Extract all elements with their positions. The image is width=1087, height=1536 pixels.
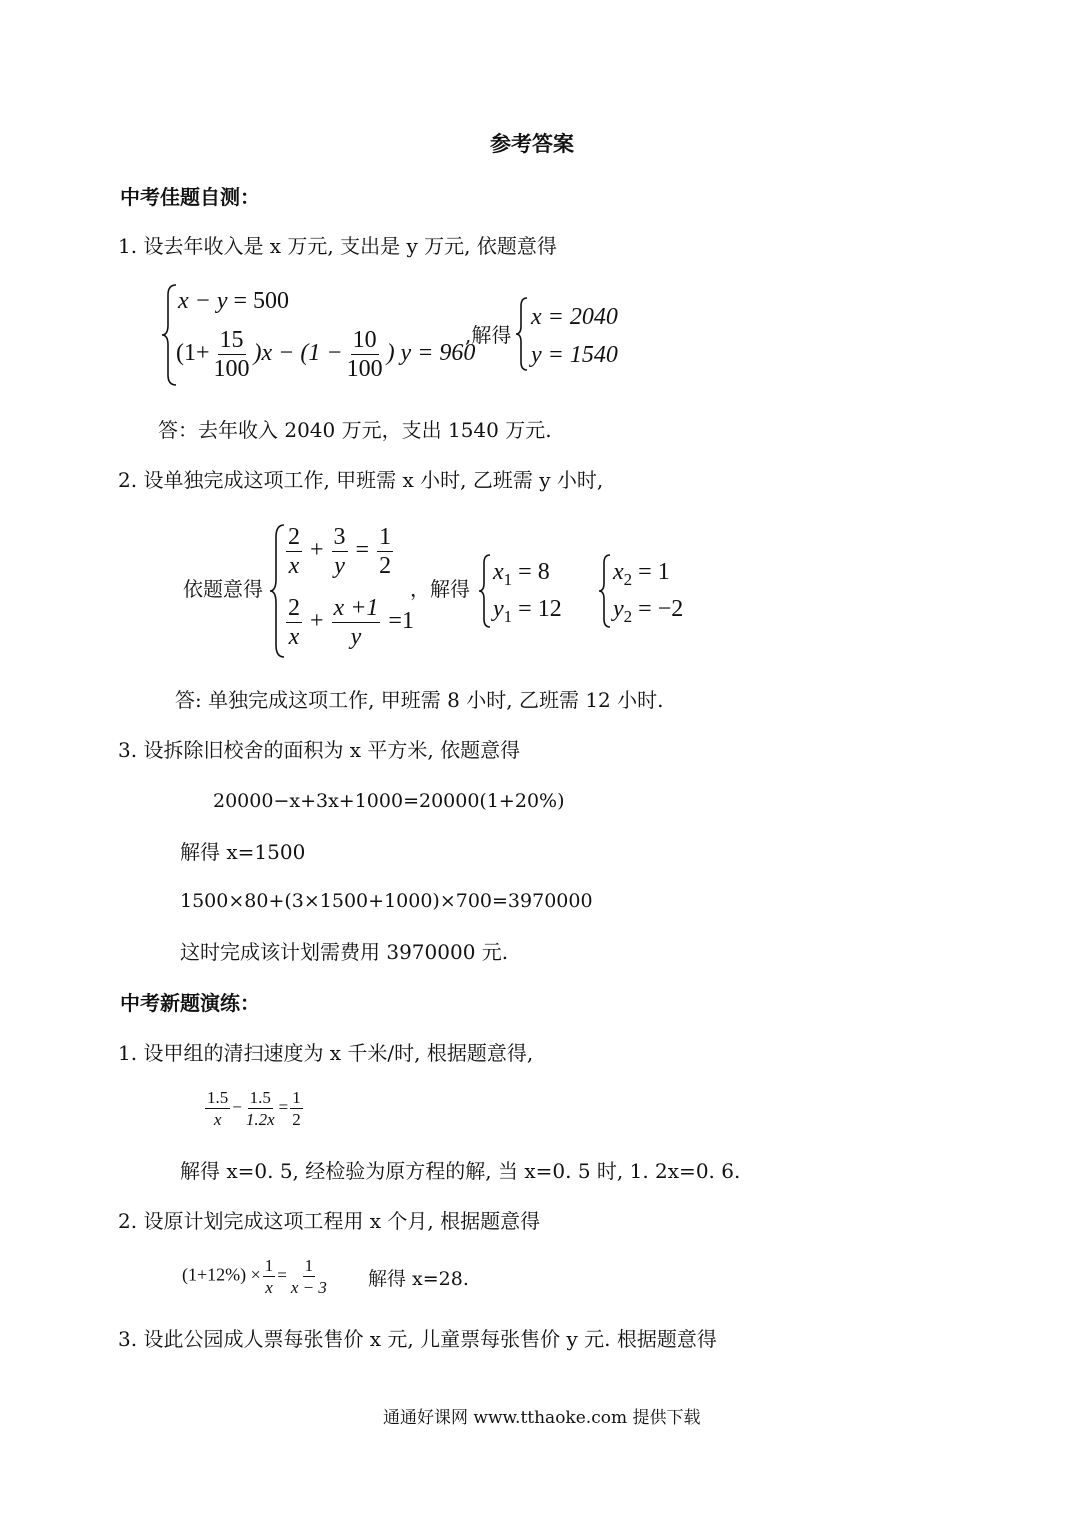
minus: − bbox=[232, 1097, 242, 1117]
q1-eq1-lhs: x − y bbox=[178, 288, 228, 314]
equals: =1 bbox=[388, 608, 414, 635]
q2-sol-y1 bbox=[493, 597, 562, 625]
section-heading-self-test: 中考佳题自测： bbox=[120, 185, 260, 209]
q1-eq1 bbox=[178, 289, 289, 313]
q1-solve-label: ,解得 bbox=[465, 323, 512, 347]
s2-q2-equation bbox=[182, 1257, 331, 1296]
q3-solve: 解得 x=1500 bbox=[180, 840, 306, 864]
frac-num: 15 bbox=[219, 327, 244, 353]
var-x: x bbox=[493, 559, 504, 585]
q3-calc: 1500×80+(3×1500+1000)×700=3970000 bbox=[180, 890, 593, 912]
s2-q2-solve: 解得 x=28. bbox=[368, 1268, 469, 1290]
q1-sol-x: x = 2040 bbox=[531, 304, 618, 330]
q2-text: 2. 设单独完成这项工作, 甲班需 x 小时, 乙班需 y 小时, bbox=[118, 468, 604, 492]
frac-den: x − 3 bbox=[290, 1278, 327, 1297]
frac-num: 1 bbox=[292, 1088, 301, 1107]
frac-den: x bbox=[288, 624, 300, 650]
frac-num: 1 bbox=[264, 1256, 274, 1275]
q1-frac-15-100 bbox=[212, 328, 252, 381]
plus: + bbox=[310, 537, 324, 564]
frac-2-x bbox=[286, 596, 302, 649]
frac-num: 1.5 bbox=[207, 1088, 229, 1107]
sub-2: 2 bbox=[623, 606, 633, 626]
frac-num: 1.5 bbox=[249, 1088, 271, 1107]
q2-sol-x1-val: = 8 bbox=[518, 559, 550, 585]
q2-solve-label: ，解得 bbox=[410, 577, 470, 601]
frac-num: 1 bbox=[304, 1256, 314, 1275]
frac-den: 100 bbox=[213, 356, 250, 382]
frac-den: 2 bbox=[292, 1110, 301, 1129]
sub-2: 2 bbox=[623, 569, 633, 589]
frac-1.5-x bbox=[205, 1089, 230, 1128]
q2-eq1 bbox=[284, 525, 395, 578]
section-heading-new-practice: 中考新题演练： bbox=[120, 991, 260, 1015]
q3-equation: 20000−x+3x+1000=20000(1+20%) bbox=[213, 790, 565, 812]
frac-den: 100 bbox=[346, 356, 383, 382]
s2-q1-equation bbox=[203, 1089, 305, 1128]
q2-lead: 依题意得 bbox=[183, 577, 263, 601]
equals: = bbox=[278, 1097, 289, 1117]
q2-sol-y2-val: = −2 bbox=[638, 596, 684, 622]
q2-sol-x2-val: = 1 bbox=[638, 559, 670, 585]
q1-eq2 bbox=[176, 328, 475, 381]
q1-text: 1. 设去年收入是 x 万元, 支出是 y 万元, 依题意得 bbox=[118, 234, 557, 258]
frac-num: 1 bbox=[379, 524, 392, 550]
q2-sol-x2 bbox=[613, 560, 670, 588]
frac-1.5-1.2x bbox=[244, 1089, 277, 1128]
q1-eq2-p3: ) y = 960 bbox=[386, 340, 476, 367]
frac-num: 10 bbox=[352, 327, 377, 353]
frac-1-2 bbox=[377, 525, 393, 578]
frac-den: y bbox=[334, 553, 345, 579]
q1-eq1-rhs: = 500 bbox=[233, 288, 290, 314]
var-y: y bbox=[613, 596, 624, 622]
frac-num: x +1 bbox=[333, 595, 379, 621]
q2-answer: 答: 单独完成这项工作, 甲班需 8 小时, 乙班需 12 小时. bbox=[175, 688, 664, 712]
equals: = bbox=[355, 537, 370, 564]
q3-answer: 这时完成该计划需费用 3970000 元. bbox=[180, 940, 509, 964]
q1-eq2-p1: (1+ bbox=[176, 340, 210, 367]
q1-sol-y: y = 1540 bbox=[531, 342, 618, 368]
footer-source: 通通好课网 www.tthaoke.com 提供下载 bbox=[383, 1408, 701, 1428]
equals: = bbox=[277, 1265, 287, 1285]
q1-brace-right bbox=[515, 296, 529, 372]
q2-sol2-brace bbox=[598, 553, 612, 629]
sub-1: 1 bbox=[503, 606, 513, 626]
q1-frac-10-100 bbox=[345, 328, 385, 381]
sub-1: 1 bbox=[503, 569, 513, 589]
q2-sol-x1 bbox=[493, 560, 550, 588]
frac-3-y bbox=[332, 525, 348, 578]
page-title: 参考答案 bbox=[490, 131, 574, 156]
q3-text: 3. 设拆除旧校舍的面积为 x 平方米, 依题意得 bbox=[118, 738, 521, 762]
s2-q1-answer: 解得 x=0. 5, 经检验为原方程的解, 当 x=0. 5 时, 1. 2x=0. 6. bbox=[180, 1159, 741, 1183]
q2-sol1-brace bbox=[478, 553, 492, 629]
frac-den: x bbox=[288, 553, 300, 579]
frac-den: x bbox=[265, 1278, 273, 1297]
s2-q2-text: 2. 设原计划完成这项工程用 x 个月, 根据题意得 bbox=[118, 1209, 541, 1233]
plus: + bbox=[310, 608, 324, 635]
q1-answer: 答：去年收入 2040 万元，支出 1540 万元. bbox=[158, 418, 552, 442]
frac-den: x bbox=[213, 1110, 222, 1129]
frac-den: y bbox=[350, 624, 362, 650]
s2-q2-lhs: (1+12%) × bbox=[182, 1264, 261, 1285]
frac-2-x bbox=[286, 525, 302, 578]
var-y: y bbox=[493, 596, 504, 622]
frac-1-x bbox=[263, 1257, 276, 1296]
q1-eq2-p2: )x − (1 − bbox=[253, 340, 343, 367]
s2-q1-text: 1. 设甲组的清扫速度为 x 千米/时, 根据题意得, bbox=[118, 1041, 534, 1065]
frac-num: 2 bbox=[288, 524, 300, 550]
frac-1-xminus3 bbox=[289, 1257, 329, 1296]
q2-eq2 bbox=[284, 596, 414, 649]
q2-sol-y2 bbox=[613, 597, 683, 625]
frac-num: 3 bbox=[333, 524, 346, 550]
frac-num: 2 bbox=[288, 595, 300, 621]
frac-den: 1.2x bbox=[245, 1110, 275, 1129]
frac-den: 2 bbox=[379, 553, 392, 579]
s2-q3-text: 3. 设此公园成人票每张售价 x 元, 儿童票每张售价 y 元. 根据题意得 bbox=[118, 1327, 717, 1351]
frac-1-2 bbox=[290, 1089, 303, 1128]
frac-xplus1-y bbox=[332, 596, 381, 649]
q2-sol-y1-val: = 12 bbox=[518, 596, 562, 622]
var-x: x bbox=[613, 559, 624, 585]
